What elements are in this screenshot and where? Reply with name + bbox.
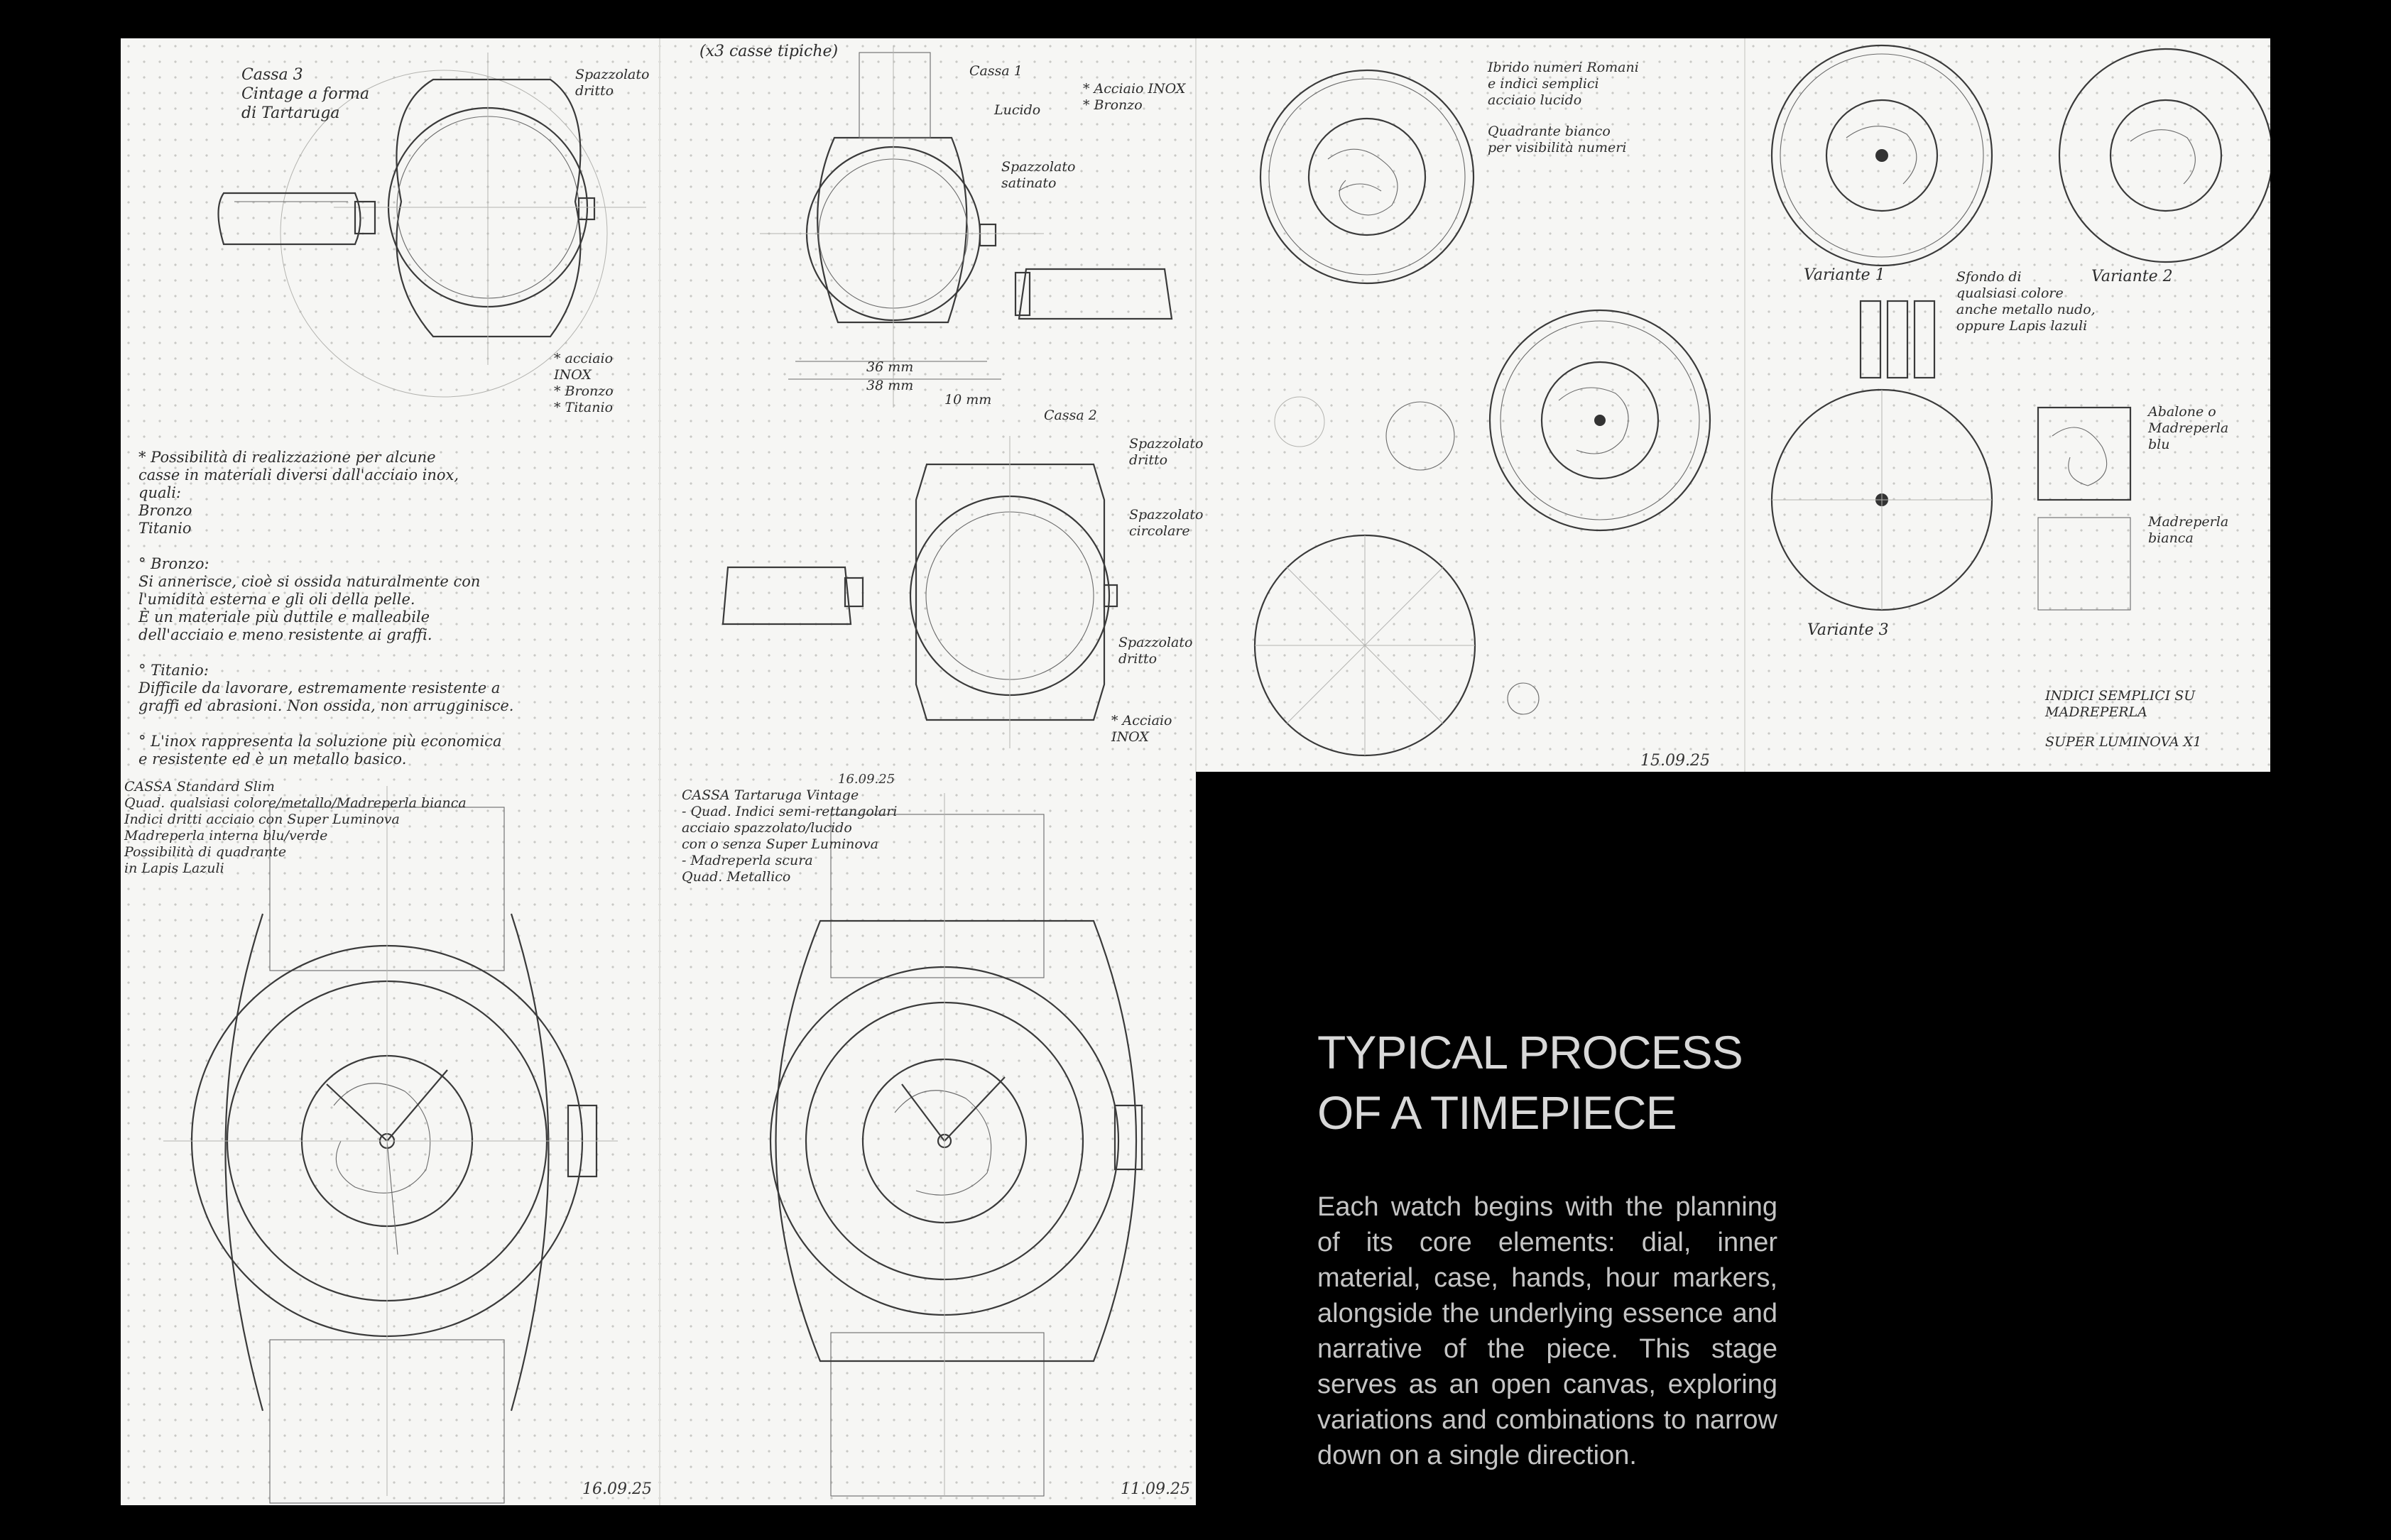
case-2-finish-note-2: Spazzolato circolare (1129, 507, 1204, 539)
case-3-side-sketch (219, 193, 376, 244)
section-title (1317, 1022, 1743, 1143)
watch-standard-slim-sketch (163, 786, 618, 1503)
white-mother-of-pearl-note: Madreperla bianca (2148, 514, 2229, 546)
dial-variant-1-sketch (1772, 45, 1992, 266)
sketch-sheet-bottom (121, 772, 1196, 1505)
dial-variant-3-sketch (1772, 390, 1992, 610)
sketch-sheet-top (121, 38, 2270, 772)
section-title-line-1: TYPICAL PROCESS (1317, 1026, 1743, 1078)
material-swatch-sketches (2038, 408, 2130, 610)
materials-notes: * Possibilità di realizzazione per alcune casse in materiali diversi dall'acciaio inox, quali: Bronzo Titanio ° Bronzo: Si annerisce, cioè si ossida naturalmente con l'umidità esterna e gli oli della pelle. È un materiale più duttile e malleabile dell'acciaio e meno resistente ai graffi. ° Titanio: Difficile da lavorare, estremamente resistente a graffi ed abrasioni. Non ossida, non arrugginisce. ° L'inox rappresenta la soluzione più economica e resistente ed è un metallo basico. (138, 449, 514, 768)
section-description: Each watch begins with the planning of its core elements: dial, inner material, case, hands, hour markers, alongside the underlying essence and narrative of the piece. This stage serves as an open canvas, exploring variations and combinations to narrow down on a single direction. (1317, 1192, 1777, 1470)
page-5-date: 16.09.25 (582, 1480, 652, 1498)
dial-variant-1-label: Variante 1 (1804, 266, 1885, 284)
case-1-dimension-38: 38 mm (866, 378, 914, 393)
white-dial-note: Quadrante bianco per visibilità numeri (1488, 124, 1627, 155)
case-1-dimension-36: 36 mm (866, 359, 914, 375)
abalone-note: Abalone o Madreperla blu (2148, 404, 2229, 452)
case-2-finish-note-3: Spazzolato dritto (1118, 635, 1193, 667)
case-1-satin-note: Spazzolato satinato (1001, 159, 1076, 191)
sketch-drawings-bottom (121, 772, 1196, 1505)
dial-variant-2-label: Variante 2 (2091, 268, 2173, 285)
case-2-finish-note-1: Spazzolato dritto (1129, 436, 1204, 468)
case-3-header-note: Cassa 3 Cintage a forma di Tartaruga (241, 66, 370, 122)
dial-blank-sketch (1255, 535, 1475, 755)
standard-slim-case-note: CASSA Standard Slim Quad. qualsiasi colore/metallo/Madreperla bianca Indici dritti acciaio con Super Luminova Madreperla interna blu/verde Possibilità di quadrante in Lapis Lazuli (124, 779, 467, 876)
page-6-date: 11.09.25 (1121, 1480, 1190, 1498)
roman-dial-note: Ibrido numeri Romani e indici semplici acciaio lucido (1488, 60, 1639, 108)
dial-variant-3-label: Variante 3 (1807, 621, 1889, 639)
page-3-date: 15.09.25 (1640, 752, 1710, 770)
case-2-label: Cassa 2 (1044, 408, 1097, 423)
case-3-materials-note: * acciaio INOX * Bronzo * Titanio (554, 351, 614, 415)
case-1-front-sketch (760, 45, 1044, 408)
case-2-side-sketch (723, 567, 863, 624)
luminova-note: SUPER LUMINOVA X1 (2045, 734, 2202, 750)
section-title-line-2: OF A TIMEPIECE (1317, 1086, 1677, 1139)
case-1-dimension-10: 10 mm (944, 392, 992, 408)
typical-cases-note: (x3 casse tipiche) (699, 43, 839, 60)
case-1-label: Cassa 1 (969, 63, 1023, 79)
case-1-polished-note: Lucido (994, 102, 1041, 118)
case-2-front-sketch (910, 436, 1117, 748)
dial-waves-sketch (1490, 310, 1710, 530)
dial-variant-2-sketch (2059, 49, 2270, 262)
case-1-side-sketch (1015, 269, 1172, 319)
indices-note: INDICI SEMPLICI SU MADREPERLA (2045, 688, 2196, 720)
dial-roman-sketch (1260, 70, 1474, 283)
small-motif-sketches (1275, 397, 1539, 714)
index-marker-sketches (1861, 301, 1934, 378)
watch-tortoise-vintage-sketch (770, 793, 1142, 1496)
case-3-finish-note: Spazzolato dritto (575, 67, 650, 99)
dial-background-note: Sfondo di qualsiasi colore anche metallo nudo, oppure Lapis lazuli (1956, 269, 2096, 334)
case-1-materials-note: * Acciaio INOX * Bronzo (1083, 81, 1186, 113)
page-6-top-date: 16.09.25 (838, 772, 895, 787)
tortoise-vintage-case-note: CASSA Tartaruga Vintage - Quad. Indici semi-rettangolari acciaio spazzolato/lucido con o senza Super Luminova - Madreperla scura Quad. Metallico (682, 787, 898, 885)
case-2-materials-note: * Acciaio INOX (1111, 713, 1172, 745)
